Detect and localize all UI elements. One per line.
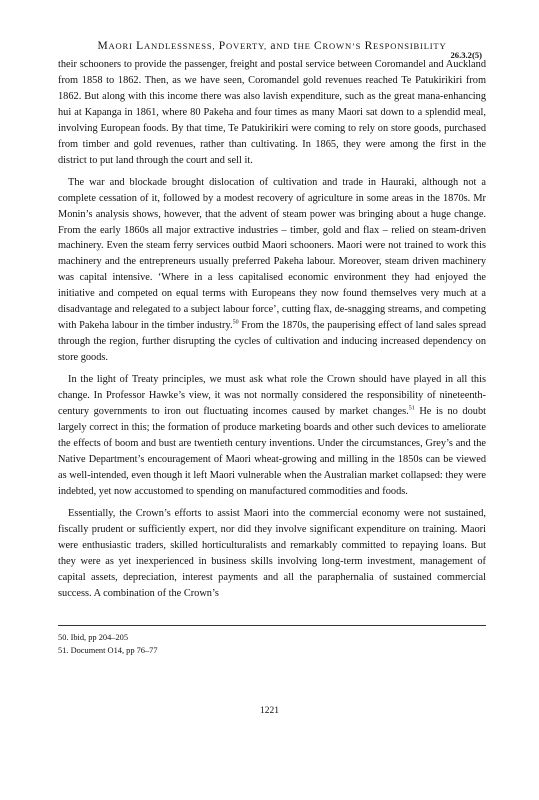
body-text (58, 57, 486, 607)
footnote-51: 51. Document O14, pp 76–77 (58, 645, 158, 655)
footnote-ref-50: 50 (232, 319, 239, 326)
paragraph-2-text-a: The war and blockade brought dislocation of cultivation and trade in Hauraki, although not a complete cessation of it, followed by a modest recovery of agriculture in some areas in the 1870s. Mr Monin’s analysis shows, however, that the advent of steam power was bringing about a huge change. From the early 1860s all major extractive industries – timber, gold and flax – relied on steam-driven machinery. Even the steam ferry services outbid Maori schooners. Maori were not trained to work this machinery and the entrepreneurs usually preferred Pakeha labour. Moreover, steam driven machinery was capital intensive. ‘Where in a less capitalised economic environment they had enjoyed the initiative and competed on equal terms with Europeans they now found themselves very much at a disadvantage and relegated to a subject labour force’, cutting flax, de-snagging streams, and competing with Pakeha labour in the timber industry. (58, 176, 486, 332)
paragraph-3-text-b: He is no doubt largely correct in this; the formation of produce marketing boards and other such devices to ameliorate the effects of boom and bust are twentieth century inventions. Under the circumstances, Grey’s and the Native Department’s encouragement of Maori wheat-growing and milling in the 1850s can be viewed as well-intended, even though it left Maori vulnerable when the Australian market collapsed: they were indebted, yet now accustomed to spending on manufactured commodities and foods. (58, 406, 486, 497)
paragraph-4: Essentially, the Crown’s efforts to assist Maori into the commercial economy were not sustained, fiscally prudent or sufficiently expert, nor did they involve significant expenditure on training. Maori were enthusiastic traders, skilled horticulturalists and remarkably committed to repaying loans. But they were as yet inexperienced in business skills involving long-term investment, management of capital assets, depreciation, interest payments and all the paraphernalia of sustained commercial success. A combination of the Crown’s (58, 507, 486, 599)
running-head: MAORI LANDLESSNESS, POVERTY, aND tHE CROWN’S RESPONSIBILITY (97, 40, 447, 52)
footnotes (58, 632, 486, 657)
footnote-divider (58, 625, 486, 626)
page-number: 1221 (260, 706, 279, 716)
section-reference: 26.3.2(5) (450, 50, 482, 60)
paragraph-3-text-a: In the light of Treaty principles, we must ask what role the Crown should have played in all this change. In Professor Hawke’s view, it was not normally considered the responsibility of nineteenth-century governments to iron out fluctuating incomes caused by market changes. (58, 374, 486, 418)
footnote-ref-51: 51 (408, 405, 415, 412)
paragraph-3 (58, 372, 486, 500)
paragraph-2 (58, 175, 486, 366)
paragraph-2-text-b: From the 1870s, the pauperising effect of land sales spread through the region, further disrupting the cycles of cultivation and inducing increased dependency on store goods. (58, 320, 487, 364)
footnote-50: 50. Ibid, pp 204–205 (58, 633, 129, 642)
paragraph-1: their schooners to provide the passenger, freight and postal service between Coromandel and Auckland from 1858 to 1862. Then, as we have seen, Coromandel gold revenues reached Te Patukirikiri from 1862. But along with this income there was also lavish expenditure, such as the great mana-enhancing hui at Kapanga in 1861, where 80 Pakeha and four times as many Maori sat down to a splendid meal, involving European foods. By that time, Te Patukirikiri were coming to rely on store goods, purchased from timber and gold revenues, rather than cultivating. In 1865, they were among the first in the district to put land through the court and sell it. (58, 59, 486, 166)
